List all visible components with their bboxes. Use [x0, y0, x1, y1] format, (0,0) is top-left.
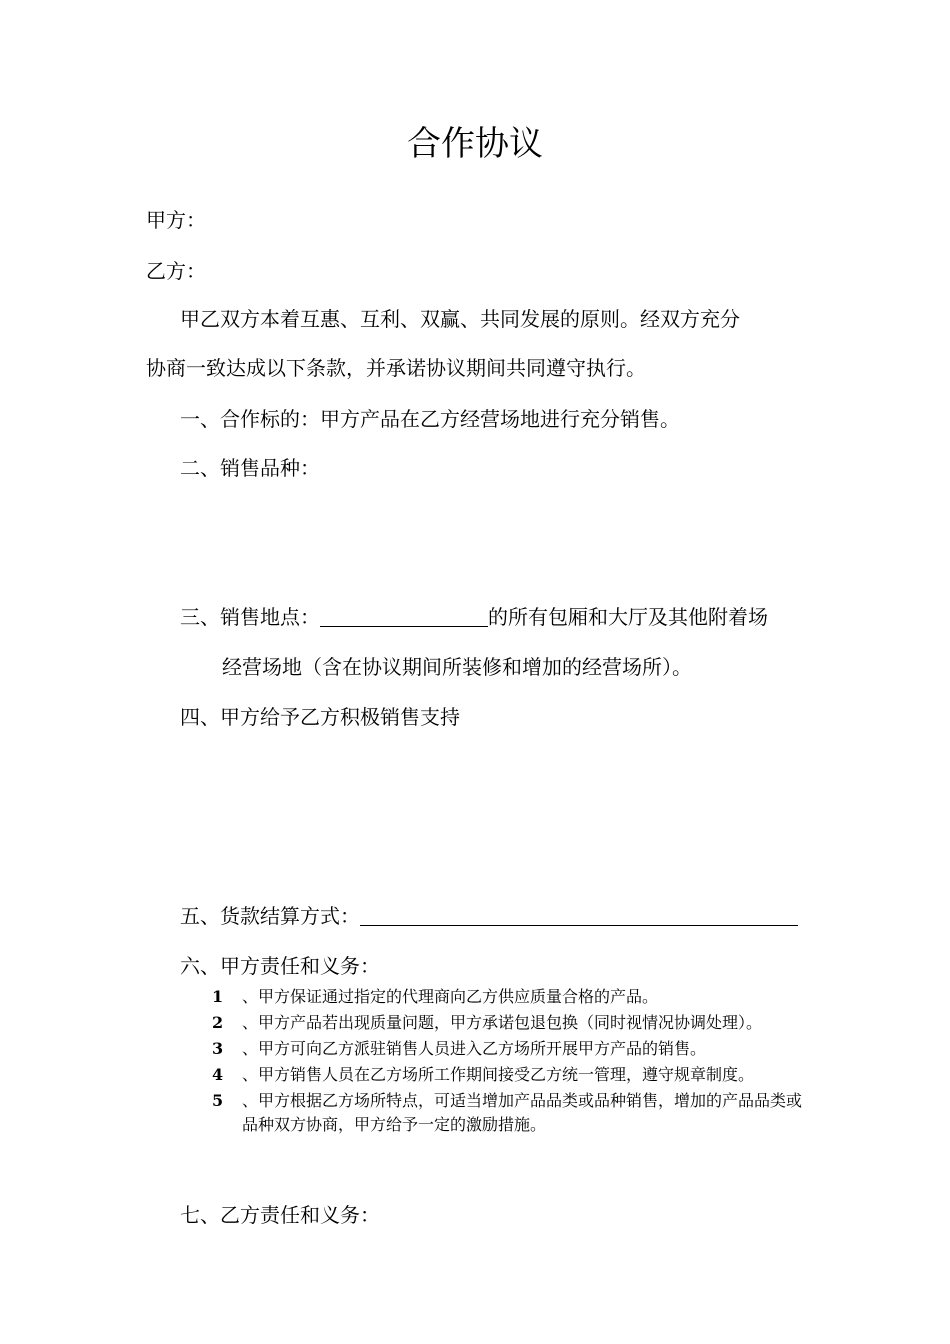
location-blank-field[interactable]: [320, 606, 488, 627]
section-3-suffix: 的所有包厢和大厅及其他附着场: [488, 605, 768, 629]
party-b-label: 乙方：: [146, 259, 206, 283]
section-6: 六、甲方责任和义务：: [180, 954, 380, 978]
section-2: 二、销售品种：: [180, 456, 320, 480]
section-5: [180, 900, 798, 929]
section-3-line-2: 经营场地（含在协议期间所装修和增加的经营场所）。: [222, 655, 692, 679]
section-3-prefix: 三、销售地点：: [180, 605, 320, 629]
intro-line-2: 协商一致达成以下条款，并承诺协议期间共同遵守执行。: [146, 356, 646, 380]
section-4: 四、甲方给予乙方积极销售支持: [180, 705, 460, 729]
list-item: 2 、甲方产品若出现质量问题，甲方承诺包退包换（同时视情况协调处理）。: [212, 1013, 763, 1032]
section-3-line-1: [180, 601, 768, 630]
page-title: 合作协议: [407, 124, 543, 164]
section-7: 七、乙方责任和义务：: [180, 1203, 380, 1227]
intro-line-1: 甲乙双方本着互惠、互利、双赢、共同发展的原则。经双方充分: [180, 307, 740, 331]
list-item: 4 、甲方销售人员在乙方场所工作期间接受乙方统一管理，遵守规章制度。: [212, 1065, 755, 1084]
section-6-list: [212, 985, 812, 1139]
section-5-label: 五、货款结算方式：: [180, 904, 360, 928]
section-1: 一、合作标的：甲方产品在乙方经营场地进行充分销售。: [180, 407, 680, 431]
list-item: 3 、甲方可向乙方派驻销售人员进入乙方场所开展甲方产品的销售。: [212, 1039, 707, 1058]
settlement-blank-field[interactable]: [360, 905, 798, 926]
list-item: 5 、甲方根据乙方场所特点，可适当增加产品品类或品种销售，增加的产品品类或品种双方协商，甲方给予一定的激励措施。: [212, 1091, 803, 1134]
list-item: 1 、甲方保证通过指定的代理商向乙方供应质量合格的产品。: [212, 987, 659, 1006]
party-a-label: 甲方：: [146, 208, 206, 232]
